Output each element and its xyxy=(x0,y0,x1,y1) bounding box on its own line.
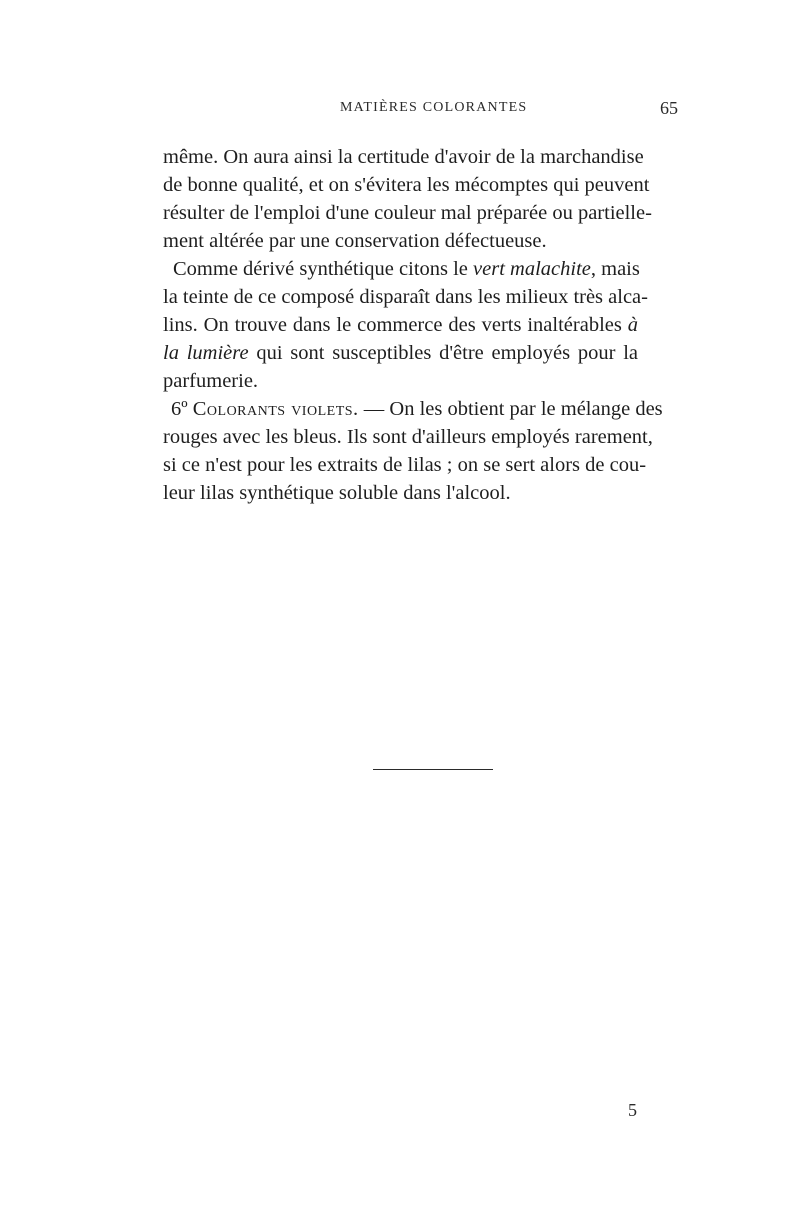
text-run: qui sont susceptibles d'être employés pour la xyxy=(248,342,638,364)
section-divider xyxy=(373,769,493,770)
text-line: ment altérée par une conservation défectueuse. xyxy=(163,230,547,252)
body-text xyxy=(163,143,663,507)
paragraph xyxy=(163,143,652,255)
section-heading: Colorants violets. xyxy=(192,398,359,420)
text-run: — On les obtient par le mélange des xyxy=(358,398,663,420)
text-line: résulter de l'emploi d'une couleur mal préparée ou partielle- xyxy=(163,202,652,224)
text-line: la teinte de ce composé disparaît dans les milieux très alca- xyxy=(163,286,648,308)
signature-mark: 5 xyxy=(628,1100,637,1120)
text-line xyxy=(163,311,638,339)
page-number: 65 xyxy=(660,98,678,118)
paragraph xyxy=(163,395,663,507)
text-line: rouges avec les bleus. Ils sont d'ailleurs employés rarement, xyxy=(163,426,653,448)
text-run: lins. On trouve dans le commerce des verts inaltérables xyxy=(163,314,628,336)
running-title: MATIÈRES COLORANTES xyxy=(340,100,528,115)
text-line: même. On aura ainsi la certitude d'avoir de la marchandise xyxy=(163,146,644,168)
text-line: si ce n'est pour les extraits de lilas ; on se sert alors de cou- xyxy=(163,454,647,476)
text-line: leur lilas synthétique soluble dans l'alcool. xyxy=(163,482,511,504)
text-line: parfumerie. xyxy=(163,370,259,392)
text-line xyxy=(163,339,638,367)
italic-term: la lumière xyxy=(163,342,249,364)
text-line: de bonne qualité, et on s'évitera les mécomptes qui peuvent xyxy=(163,174,650,196)
text-run: Comme dérivé synthétique citons le xyxy=(173,258,474,280)
paragraph xyxy=(163,255,648,395)
italic-term: vert malachite xyxy=(473,258,591,280)
text-run: , mais xyxy=(590,258,640,280)
section-number: 6º xyxy=(171,398,193,420)
text-line xyxy=(163,255,638,283)
italic-term: à xyxy=(627,314,638,336)
text-line xyxy=(163,395,663,423)
